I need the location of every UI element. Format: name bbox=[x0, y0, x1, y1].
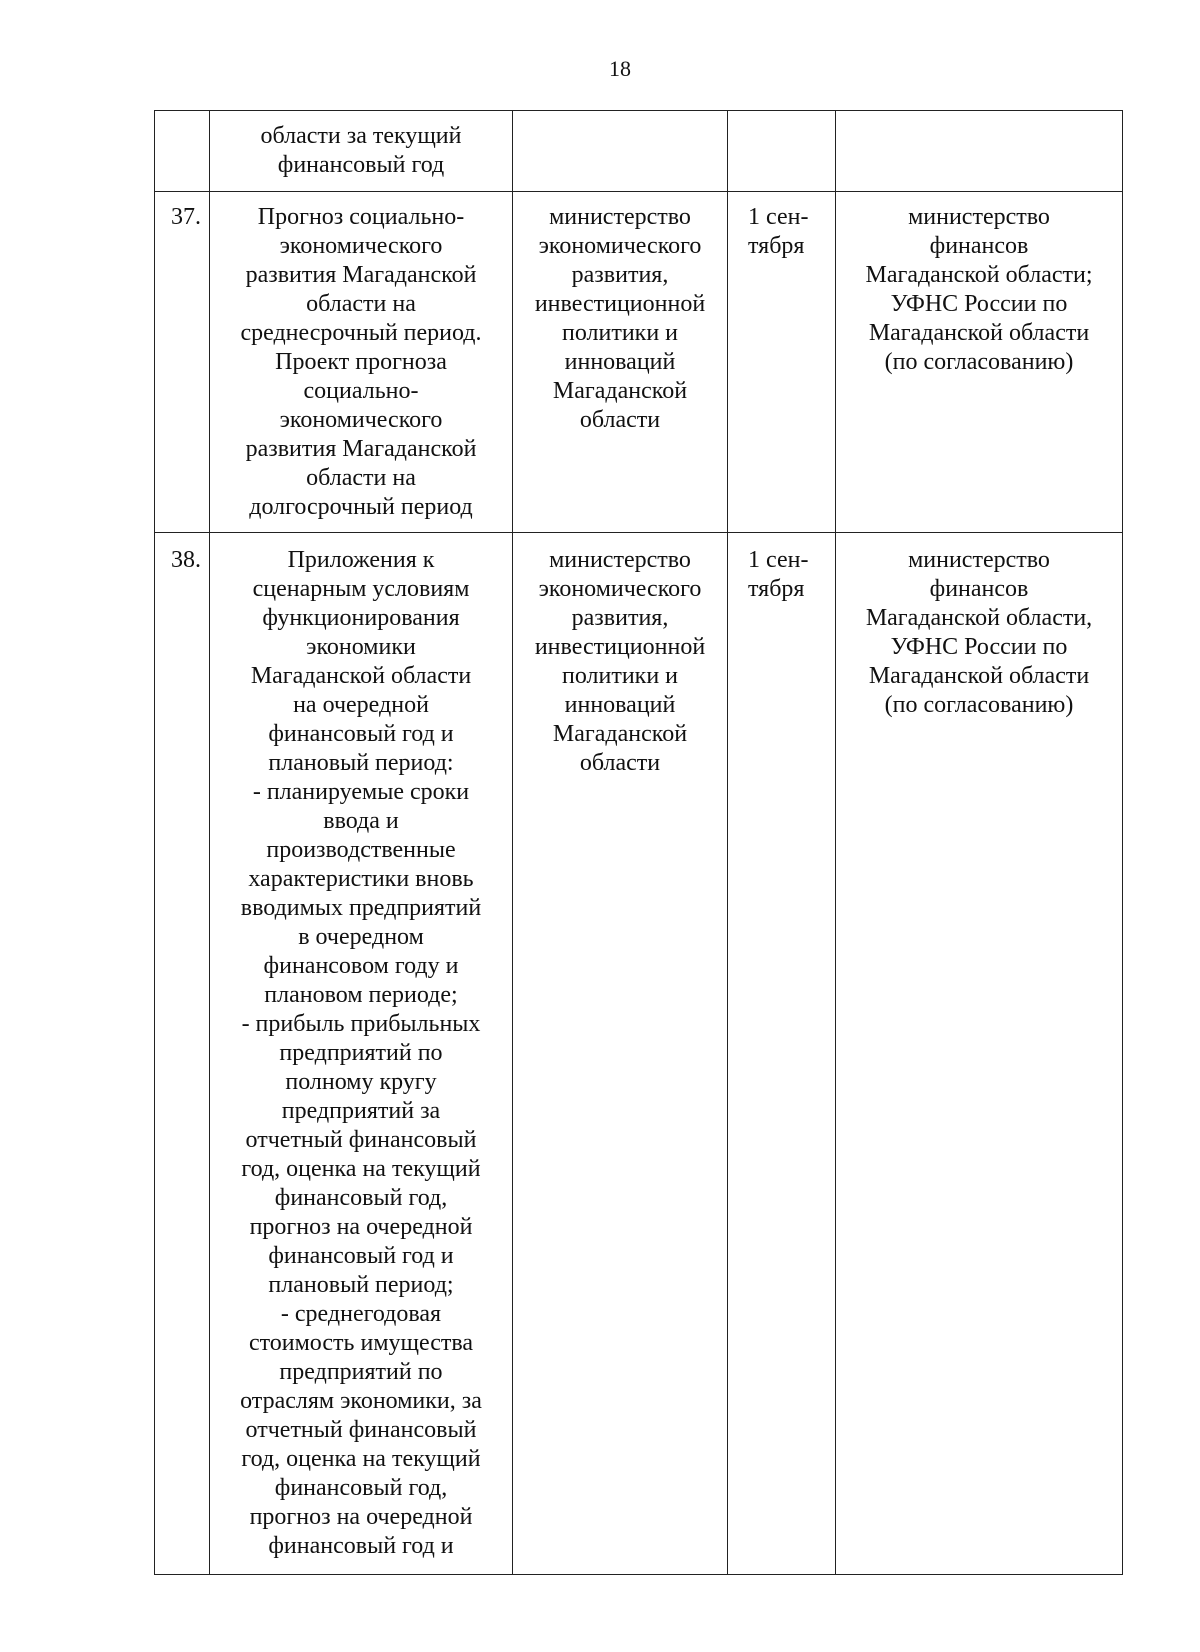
item-name-cell bbox=[210, 111, 513, 192]
responsible bbox=[513, 111, 727, 122]
deadline bbox=[728, 111, 835, 122]
deadline: 1 сен- тября bbox=[748, 547, 809, 602]
deadline-cell bbox=[728, 192, 836, 533]
table-row bbox=[155, 111, 1123, 192]
item-name-cell bbox=[210, 533, 513, 1575]
item-name: области за текущий финансовый год bbox=[260, 123, 462, 178]
responsible: министерство экономического развития, инвестиционной политики и инноваций Магаданской области bbox=[534, 204, 706, 433]
recipient: министерство финансов Магаданской области, УФНС России по Магаданской области (по согласованию) bbox=[865, 547, 1093, 718]
row-number-cell bbox=[155, 533, 210, 1575]
recipient-cell bbox=[836, 533, 1123, 1575]
row-number-cell bbox=[155, 192, 210, 533]
recipient-cell bbox=[836, 111, 1123, 192]
recipient: министерство финансов Магаданской области; УФНС России по Магаданской области (по согласованию) bbox=[865, 204, 1093, 375]
table-row bbox=[155, 192, 1123, 533]
responsible-cell bbox=[513, 111, 728, 192]
row-number-cell bbox=[155, 111, 210, 192]
item-name: Приложения к сценарным условиям функционирования экономики Магаданской области на очередной финансовый год и плановый период: - планируемые сроки ввода и производственные характеристики вновь вводимых предприятий в очередном финансовом году и плановом периоде; - прибыль прибыльных предприятий по полному кругу предприятий за отчетный финансовый год, оценка на текущий финансовый год, прогноз на очередной финансовый год и плановый период; - среднегодовая стоимость имущества предприятий по отраслям экономики, за отчетный финансовый год, оценка на текущий финансовый год, прогноз на очередной финансовый год и bbox=[240, 547, 482, 1559]
item-name-cell bbox=[210, 192, 513, 533]
responsible: министерство экономического развития, инвестиционной политики и инноваций Магаданской области bbox=[534, 547, 706, 776]
item-name: Прогноз социально- экономического развития Магаданской области на среднесрочный период. Проект прогноза социально- экономического развития Магаданской области на долгосрочный период bbox=[240, 204, 482, 520]
page-number: 18 bbox=[609, 56, 631, 81]
table-row bbox=[155, 533, 1123, 1575]
document-table bbox=[154, 110, 1123, 1575]
responsible-cell bbox=[513, 533, 728, 1575]
deadline: 1 сен- тября bbox=[748, 204, 809, 259]
row-number: 37. bbox=[171, 204, 201, 230]
deadline-cell bbox=[728, 111, 836, 192]
row-number: 38. bbox=[171, 547, 201, 573]
responsible-cell bbox=[513, 192, 728, 533]
recipient bbox=[836, 111, 1122, 122]
deadline-cell bbox=[728, 533, 836, 1575]
recipient-cell bbox=[836, 192, 1123, 533]
